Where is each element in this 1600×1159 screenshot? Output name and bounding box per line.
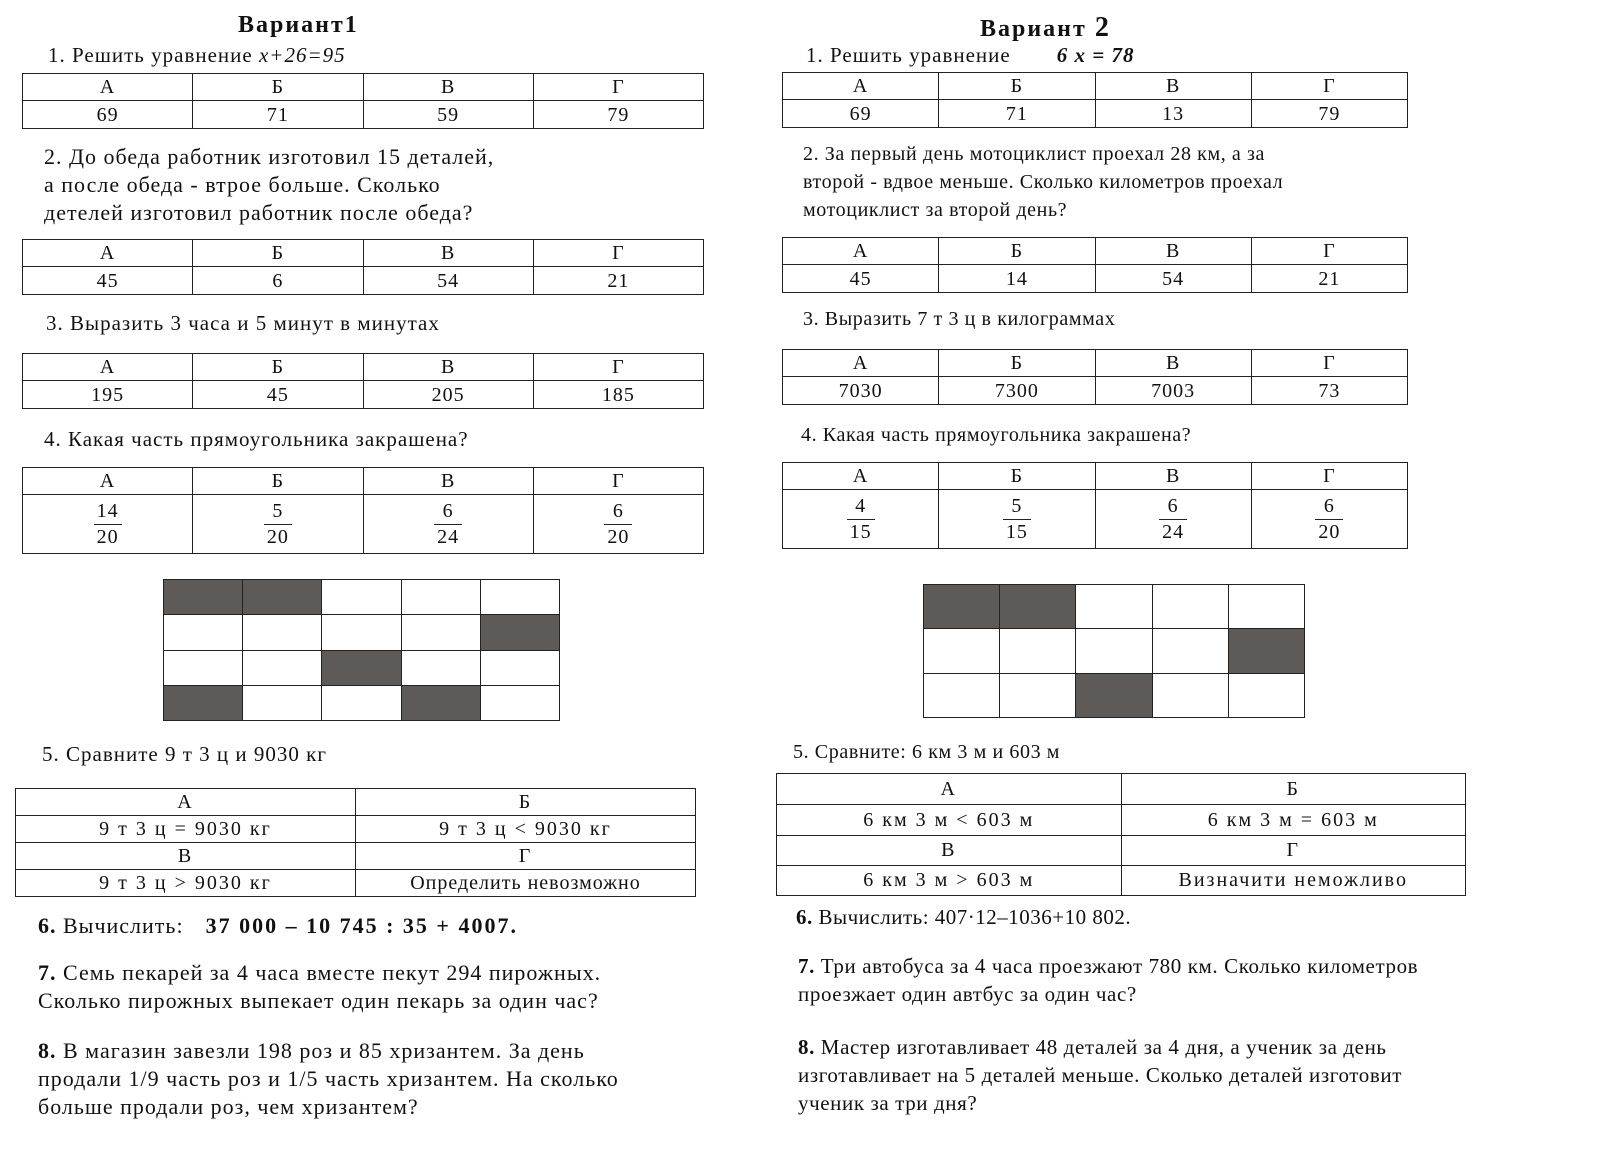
v2-q3-answer-c: 7003: [1095, 377, 1251, 405]
v1-q1-option-d: Г: [533, 74, 703, 101]
v2-q1-answer-c: 13: [1095, 100, 1251, 128]
v1-q3-answer-c: 205: [363, 381, 533, 409]
v2-q3-answer-d: 73: [1251, 377, 1407, 405]
empty-cell: [1228, 585, 1304, 629]
v1-q2-option-a: А: [23, 240, 193, 267]
v1-q2-answer-d: 21: [533, 267, 703, 295]
v1-q2-answer-a: 45: [23, 267, 193, 295]
v2-q7-text: Три автобуса за 4 часа проезжают 780 км. Сколько километров проезжает один автбус за один час?: [798, 954, 1419, 1006]
v2-q3-option-a: А: [783, 350, 939, 377]
shaded-cell: [164, 685, 243, 720]
v1-q1-option-c: В: [363, 74, 533, 101]
v1-q4-answer-d: [533, 495, 703, 554]
v1-shaded-rectangle-grid: [163, 579, 560, 721]
v2-q1-answer-b: 71: [939, 100, 1095, 128]
denominator: 20: [266, 525, 289, 548]
v1-q1-prefix: 1. Решить уравнение: [48, 43, 259, 67]
v2-q5-comparison-table: [776, 773, 1466, 896]
v1-q8: [38, 1037, 619, 1121]
v1-q4-option-a: А: [23, 468, 193, 495]
v2-q6-expression: 407·12–1036+10 802.: [929, 905, 1132, 929]
v1-q2-answer-table: [22, 239, 704, 295]
v2-q1-option-b: Б: [939, 73, 1095, 100]
v1-q4-answer-b: [193, 495, 363, 554]
numerator: 6: [434, 499, 462, 525]
v1-q3-answer-table: [22, 353, 704, 409]
v2-q2-answer-d: 21: [1251, 265, 1407, 293]
v2-title-text: Вариант: [980, 16, 1087, 42]
v2-q5-label-a: А: [777, 774, 1122, 805]
fraction: [434, 499, 462, 550]
empty-cell: [1152, 629, 1228, 673]
v1-q3-answer-a: 195: [23, 381, 193, 409]
empty-cell: [243, 685, 322, 720]
v2-q3-option-c: В: [1095, 350, 1251, 377]
v1-q2-answer-c: 54: [363, 267, 533, 295]
empty-cell: [401, 580, 480, 615]
v2-q6-label: Вычислить:: [812, 905, 930, 929]
empty-cell: [1152, 585, 1228, 629]
v1-q1-answer-table: [22, 73, 704, 129]
v1-q4-option-c: В: [363, 468, 533, 495]
empty-cell: [480, 685, 559, 720]
shaded-cell: [322, 650, 401, 685]
v2-q5-option-c: 6 км 3 м > 603 м: [777, 866, 1122, 896]
v1-q1-option-a: А: [23, 74, 193, 101]
numerator: 6: [604, 499, 632, 525]
empty-cell: [924, 673, 1000, 717]
v2-q4-answer-a: [783, 490, 939, 549]
v2-q3-answer-b: 7300: [939, 377, 1095, 405]
v1-q8-number: 8.: [38, 1038, 57, 1063]
v2-q2-answer-c: 54: [1095, 265, 1251, 293]
v1-q4-answer-c: [363, 495, 533, 554]
v1-q5-label-c: В: [16, 843, 356, 870]
denominator: 24: [437, 525, 460, 548]
numerator: 4: [847, 494, 875, 520]
numerator: 14: [94, 499, 122, 525]
denominator: 20: [96, 525, 119, 548]
v1-q2-option-c: В: [363, 240, 533, 267]
empty-cell: [401, 650, 480, 685]
numerator: 6: [1315, 494, 1343, 520]
v2-q1-option-d: Г: [1251, 73, 1407, 100]
v2-title-number: 2: [1094, 12, 1111, 43]
numerator: 5: [1003, 494, 1031, 520]
empty-cell: [401, 615, 480, 650]
empty-cell: [164, 615, 243, 650]
v2-q3-answer-a: 7030: [783, 377, 939, 405]
v2-q8-number: 8.: [798, 1035, 815, 1059]
v1-q1-text: [48, 42, 346, 69]
v1-q5-label-b: Б: [356, 789, 696, 816]
empty-cell: [322, 615, 401, 650]
v2-q1-text: [806, 42, 1134, 69]
empty-cell: [243, 650, 322, 685]
shaded-cell: [164, 580, 243, 615]
empty-cell: [1076, 629, 1152, 673]
fraction: [604, 499, 632, 550]
v2-q4-option-d: Г: [1251, 463, 1407, 490]
v2-q3-option-b: Б: [939, 350, 1095, 377]
v2-q5-label-d: Г: [1121, 836, 1466, 866]
v1-q2-option-d: Г: [533, 240, 703, 267]
empty-cell: [164, 650, 243, 685]
shaded-cell: [924, 585, 1000, 629]
v1-q5-option-c: 9 т 3 ц > 9030 кг: [16, 870, 356, 897]
v2-q5-option-b: 6 км 3 м = 603 м: [1121, 805, 1466, 836]
v1-q6: [38, 913, 518, 939]
v1-q4-option-b: Б: [193, 468, 363, 495]
fraction: [264, 499, 292, 550]
empty-cell: [1152, 673, 1228, 717]
v1-q1-answer-c: 59: [363, 101, 533, 129]
v2-q5-option-d: Визначити неможливо: [1121, 866, 1466, 896]
v2-q3-text: 3. Выразить 7 т 3 ц в килограммах: [803, 308, 1116, 330]
v1-q3-text: 3. Выразить 3 часа и 5 минут в минутах: [46, 311, 440, 335]
v2-q8-text: Мастер изготавливает 48 деталей за 4 дня, а ученик за день изготавливает на 5 деталей меньше. Сколько деталей изготовит ученик за три дня?: [798, 1035, 1402, 1115]
v2-q4-option-b: Б: [939, 463, 1095, 490]
v1-q5-label-d: Г: [356, 843, 696, 870]
shaded-cell: [1000, 585, 1076, 629]
denominator: 15: [1005, 520, 1028, 543]
v2-q4-option-c: В: [1095, 463, 1251, 490]
v1-q4-answer-a: [23, 495, 193, 554]
v2-q4-option-a: А: [783, 463, 939, 490]
empty-cell: [1000, 673, 1076, 717]
v2-q1-equation: 6 x = 78: [1056, 43, 1135, 67]
v1-q5-comparison-table: [15, 788, 696, 897]
v2-q2-answer-table: [782, 237, 1408, 293]
v2-q5-label-b: Б: [1121, 774, 1466, 805]
v1-q2-option-b: Б: [193, 240, 363, 267]
v1-q7-text: Семь пекарей за 4 часа вместе пекут 294 пирожных. Сколько пирожных выпекает один пекарь за один час?: [38, 960, 602, 1013]
v2-q5-option-a: 6 км 3 м < 603 м: [777, 805, 1122, 836]
v2-q3-answer-table: [782, 349, 1408, 405]
v2-q7: [798, 952, 1418, 1008]
v2-q4-answer-b: [939, 490, 1095, 549]
v2-q2-answer-b: 14: [939, 265, 1095, 293]
shaded-cell: [480, 615, 559, 650]
v1-q7: [38, 959, 601, 1015]
shaded-cell: [243, 580, 322, 615]
empty-cell: [1000, 629, 1076, 673]
denominator: 20: [607, 525, 630, 548]
v2-q4-text: 4. Какая часть прямоугольника закрашена?: [801, 424, 1192, 446]
v1-q1-option-b: Б: [193, 74, 363, 101]
v1-title: Вариант1: [238, 12, 359, 38]
v2-q2-text: 2. За первый день мотоциклист проехал 28 км, а за второй - вдвое меньше. Сколько километров проехал мотоциклист за второй день?: [803, 143, 1284, 221]
v2-q1-option-c: В: [1095, 73, 1251, 100]
empty-cell: [480, 650, 559, 685]
shaded-cell: [1076, 673, 1152, 717]
v1-q5-option-b: 9 т 3 ц < 9030 кг: [356, 816, 696, 843]
empty-cell: [1076, 585, 1152, 629]
v1-q3-answer-b: 45: [193, 381, 363, 409]
v1-q3-option-b: Б: [193, 354, 363, 381]
empty-cell: [1228, 673, 1304, 717]
v1-q6-label: Вычислить:: [56, 913, 184, 938]
v1-q2-text: 2. До обеда работник изготовил 15 деталей, а после обеда - втрое больше. Сколько детелей изготовил работник после обеда?: [44, 144, 495, 225]
fraction: [1315, 494, 1343, 545]
v1-q6-expression: 37 000 – 10 745 : 35 + 4007.: [205, 913, 518, 938]
v1-q5-text: 5. Сравните 9 т 3 ц и 9030 кг: [42, 742, 327, 766]
denominator: 24: [1162, 520, 1185, 543]
empty-cell: [322, 685, 401, 720]
v1-q3-option-c: В: [363, 354, 533, 381]
v2-q2-option-a: А: [783, 238, 939, 265]
fraction: [1159, 494, 1187, 545]
v1-q5-option-d: Определить невозможно: [356, 870, 696, 897]
v1-q4-answer-table: [22, 467, 704, 554]
shaded-cell: [401, 685, 480, 720]
v1-q6-number: 6.: [38, 913, 57, 938]
v2-q4-answer-table: [782, 462, 1408, 549]
v1-q1-answer-a: 69: [23, 101, 193, 129]
fraction: [1003, 494, 1031, 545]
v2-q4-answer-c: [1095, 490, 1251, 549]
numerator: 5: [264, 499, 292, 525]
v1-q5-label-a: А: [16, 789, 356, 816]
v1-q8-text: В магазин завезли 198 роз и 85 хризантем. За день продали 1/9 часть роз и 1/5 часть хризантем. На сколько больше продали роз, чем хризантем?: [38, 1038, 619, 1119]
v2-q2-option-c: В: [1095, 238, 1251, 265]
v2-q4-answer-d: [1251, 490, 1407, 549]
v1-q1-answer-d: 79: [533, 101, 703, 129]
v2-q1-answer-table: [782, 72, 1408, 128]
v2-q1-prefix: 1. Решить уравнение: [806, 43, 1011, 67]
v2-q3-option-d: Г: [1251, 350, 1407, 377]
v2-q8: [798, 1033, 1402, 1117]
v1-q3-option-a: А: [23, 354, 193, 381]
v1-q3-answer-d: 185: [533, 381, 703, 409]
v2-q5-label-c: В: [777, 836, 1122, 866]
empty-cell: [322, 580, 401, 615]
denominator: 15: [849, 520, 872, 543]
v1-q2-answer-b: 6: [193, 267, 363, 295]
v2-q5-text: 5. Сравните: 6 км 3 м и 603 м: [793, 741, 1061, 763]
empty-cell: [924, 629, 1000, 673]
v1-q1-equation: x+26=95: [258, 43, 346, 67]
v2-q1-answer-a: 69: [783, 100, 939, 128]
v1-q7-number: 7.: [38, 960, 57, 985]
empty-cell: [480, 580, 559, 615]
v2-title: [980, 12, 1111, 44]
v2-q2-option-d: Г: [1251, 238, 1407, 265]
numerator: 6: [1159, 494, 1187, 520]
v1-q1-answer-b: 71: [193, 101, 363, 129]
v2-q1-option-a: А: [783, 73, 939, 100]
fraction: [94, 499, 122, 550]
v1-q4-text: 4. Какая часть прямоугольника закрашена?: [44, 427, 469, 451]
v2-q7-number: 7.: [798, 954, 815, 978]
empty-cell: [243, 615, 322, 650]
v2-q2-answer-a: 45: [783, 265, 939, 293]
v1-q3-option-d: Г: [533, 354, 703, 381]
v2-q1-answer-d: 79: [1251, 100, 1407, 128]
shaded-cell: [1228, 629, 1304, 673]
v2-shaded-rectangle-grid: [923, 584, 1305, 718]
denominator: 20: [1318, 520, 1341, 543]
v1-q5-option-a: 9 т 3 ц = 9030 кг: [16, 816, 356, 843]
fraction: [847, 494, 875, 545]
v1-q4-option-d: Г: [533, 468, 703, 495]
v2-q6: [796, 905, 1131, 930]
v2-q2-option-b: Б: [939, 238, 1095, 265]
v2-q6-number: 6.: [796, 905, 813, 929]
